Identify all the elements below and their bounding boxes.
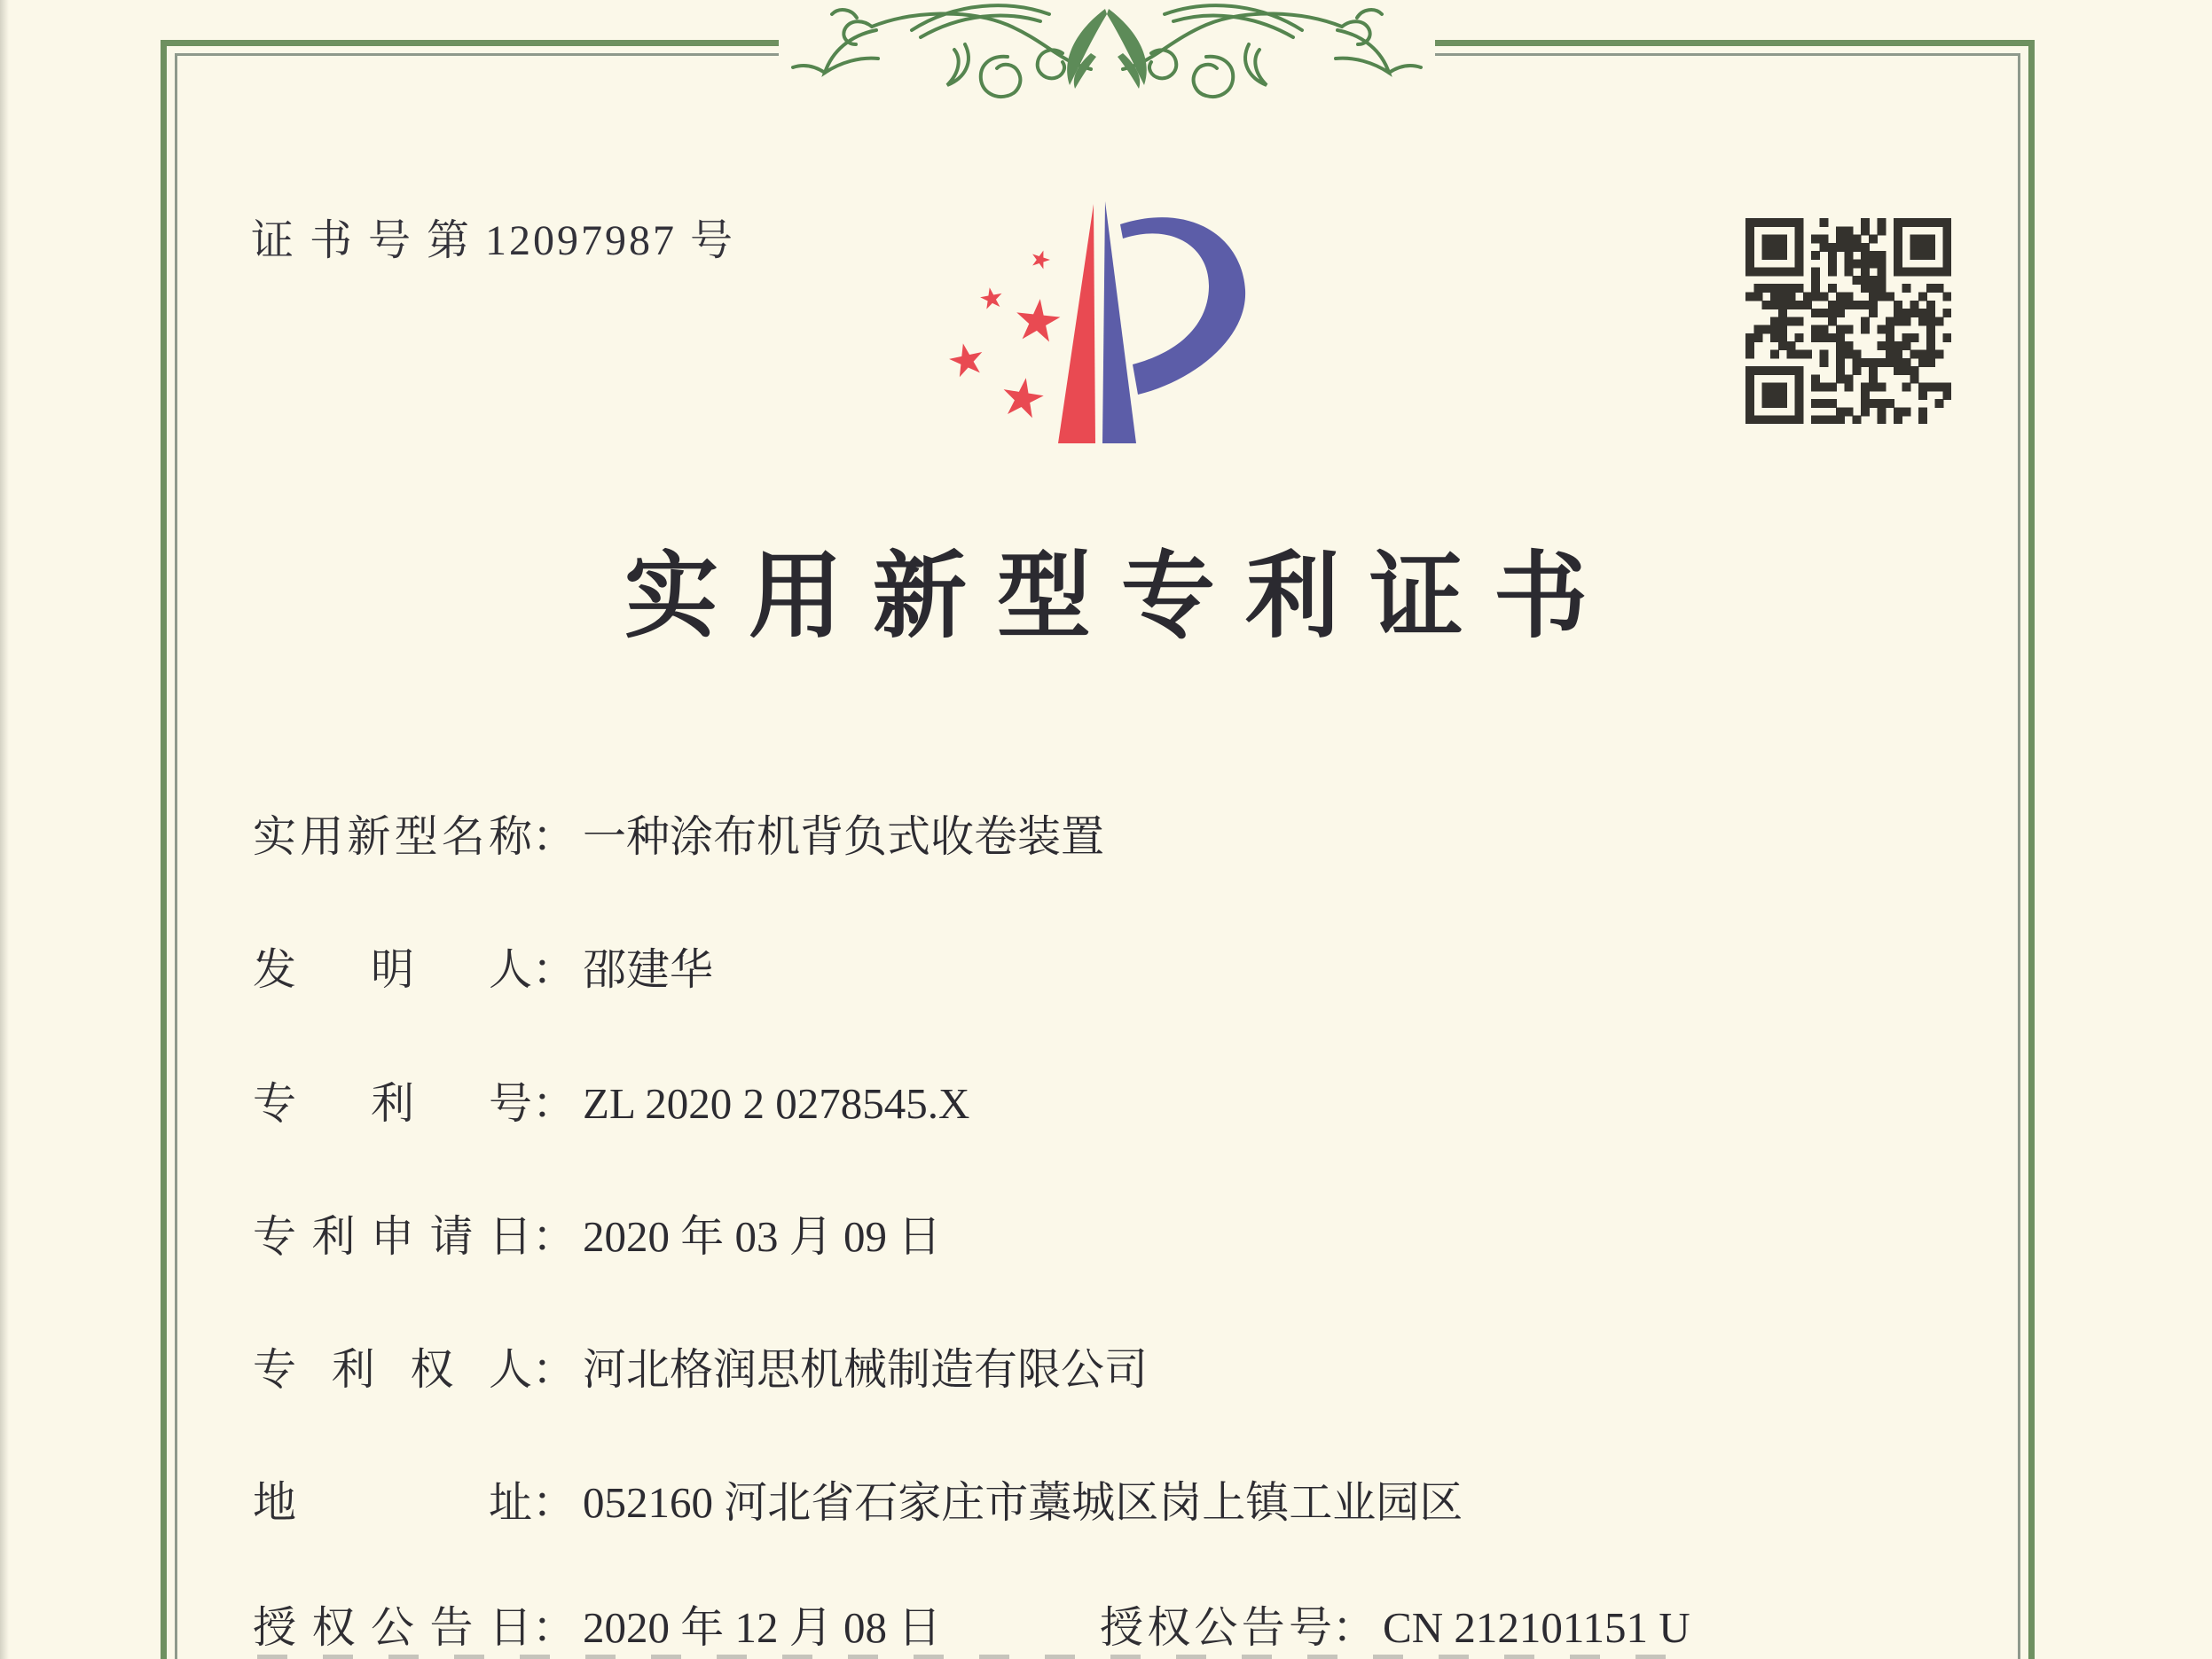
field-row-bottom (253, 1603, 1690, 1653)
colon: ： (532, 1603, 577, 1652)
colon: ： (532, 945, 577, 994)
colon: ： (532, 812, 577, 861)
field-row (253, 812, 1104, 862)
field-label: 专利权人 (253, 1345, 532, 1394)
field-label: 专利号 (253, 1079, 532, 1128)
field-value: 河北格润思机械制造有限公司 (583, 1345, 1149, 1394)
fields (253, 0, 2044, 1659)
grant-date-group (253, 1603, 941, 1652)
scan-edge-shadow (0, 0, 9, 1659)
grant-number-group (1100, 1603, 1690, 1653)
field-row (253, 1212, 941, 1262)
field-row (253, 1478, 1463, 1528)
field-label: 授权公告号 (1100, 1603, 1332, 1652)
field-label: 实用新型名称 (253, 812, 532, 861)
field-row (253, 1345, 1148, 1395)
field-value: ZL 2020 2 0278545.X (583, 1079, 970, 1128)
field-label: 专利申请日 (253, 1212, 532, 1261)
colon: ： (532, 1478, 577, 1527)
field-label: 地址 (253, 1478, 532, 1527)
field-label: 发明人 (253, 945, 532, 994)
field-value: 邵建华 (583, 945, 714, 994)
field-value: 2020 年 03 月 09 日 (583, 1212, 942, 1261)
colon: ： (532, 1345, 577, 1394)
certificate-title: 实用新型专利证书 (624, 545, 1618, 649)
field-row (253, 945, 713, 995)
cut-off-next-line (257, 1655, 1673, 1659)
field-label: 授权公告日 (253, 1603, 532, 1652)
colon: ： (1332, 1603, 1377, 1652)
field-value: 2020 年 12 月 08 日 (583, 1603, 942, 1652)
colon: ： (532, 1212, 577, 1261)
field-value: 052160 河北省石家庄市藁城区岗上镇工业园区 (583, 1478, 1463, 1527)
colon: ： (532, 1079, 577, 1128)
certificate-number: 证 书 号 第 12097987 号 (251, 217, 736, 264)
field-value: CN 212101151 U (1383, 1603, 1690, 1652)
field-row (253, 1079, 969, 1129)
field-value: 一种涂布机背负式收卷装置 (583, 812, 1105, 861)
